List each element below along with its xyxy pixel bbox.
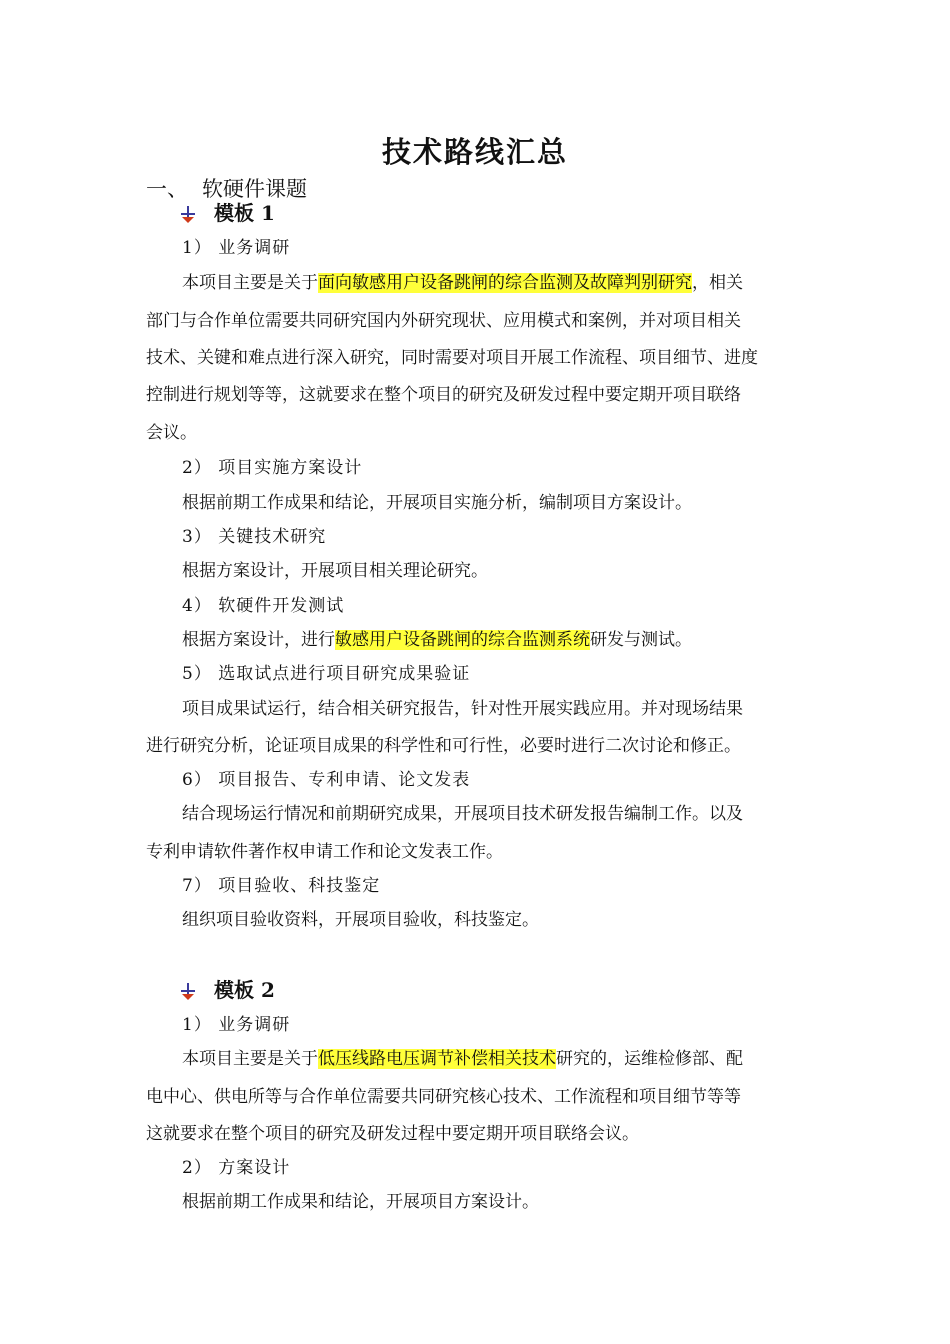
text-span: 根据方案设计，进行 — [182, 630, 335, 650]
item-heading: 7） 项目验收、科技鉴定 — [182, 876, 381, 896]
text-span: ，相关 — [692, 273, 743, 293]
highlighted-text: 敏感用户设备跳闸的综合监测系统 — [335, 630, 590, 650]
paragraph-line: 根据方案设计，开展项目相关理论研究。 — [182, 561, 488, 581]
item-heading: 1） 业务调研 — [182, 238, 291, 258]
item-heading: 5） 选取试点进行项目研究成果验证 — [182, 664, 471, 684]
paragraph-line: 项目成果试运行，结合相关研究报告，针对性开展实践应用。并对现场结果 — [182, 699, 743, 719]
paragraph-line: 技术、关键和难点进行深入研究，同时需要对项目开展工作流程、项目细节、进度 — [146, 348, 758, 368]
paragraph-line: 控制进行规划等等，这就要求在整个项目的研究及研发过程中要定期开项目联络 — [146, 385, 741, 405]
text-span: 本项目主要是关于 — [182, 1049, 318, 1069]
arrow-bullet-icon — [180, 983, 196, 999]
text-span: 本项目主要是关于 — [182, 273, 318, 293]
highlighted-text: 低压线路电压调节补偿相关技术 — [318, 1049, 556, 1069]
highlighted-text: 面向敏感用户设备跳闸的综合监测及故障判别研究 — [318, 273, 692, 293]
paragraph-line: 会议。 — [146, 423, 197, 443]
item-heading: 1） 业务调研 — [182, 1015, 291, 1035]
text-span: 研究的，运维检修部、配 — [556, 1049, 743, 1069]
arrow-bullet-icon — [180, 206, 196, 222]
section-heading — [146, 173, 307, 203]
paragraph-line — [182, 270, 743, 296]
text-span: 研发与测试。 — [590, 630, 692, 650]
paragraph-line: 结合现场运行情况和前期研究成果，开展项目技术研发报告编制工作。以及 — [182, 804, 743, 824]
template-1-label: 模板 1 — [214, 201, 275, 225]
template-2-label: 模板 2 — [214, 978, 275, 1002]
paragraph-line: 根据前期工作成果和结论，开展项目方案设计。 — [182, 1192, 539, 1212]
paragraph-line: 电中心、供电所等与合作单位需要共同研究核心技术、工作流程和项目细节等等 — [146, 1087, 741, 1107]
template-2-heading — [180, 977, 275, 1003]
template-1-heading — [180, 200, 275, 226]
section-number: 一、 — [146, 177, 188, 201]
paragraph-line: 专利申请软件著作权申请工作和论文发表工作。 — [146, 842, 503, 862]
item-heading: 3） 关键技术研究 — [182, 527, 327, 547]
item-heading: 2） 方案设计 — [182, 1158, 291, 1178]
item-heading: 4） 软硬件开发测试 — [182, 596, 345, 616]
paragraph-line: 部门与合作单位需要共同研究国内外研究现状、应用模式和案例，并对项目相关 — [146, 311, 741, 331]
paragraph-line: 组织项目验收资料，开展项目验收，科技鉴定。 — [182, 910, 539, 930]
section-label: 软硬件课题 — [202, 177, 307, 201]
paragraph-line — [182, 1046, 743, 1072]
page-title: 技术路线汇总 — [381, 135, 568, 169]
item-heading: 2） 项目实施方案设计 — [182, 458, 363, 478]
item-heading: 6） 项目报告、专利申请、论文发表 — [182, 770, 471, 790]
paragraph-line — [182, 627, 692, 653]
paragraph-line: 这就要求在整个项目的研究及研发过程中要定期开项目联络会议。 — [146, 1124, 639, 1144]
paragraph-line: 进行研究分析，论证项目成果的科学性和可行性，必要时进行二次讨论和修正。 — [146, 736, 741, 756]
paragraph-line: 根据前期工作成果和结论，开展项目实施分析，编制项目方案设计。 — [182, 493, 692, 513]
